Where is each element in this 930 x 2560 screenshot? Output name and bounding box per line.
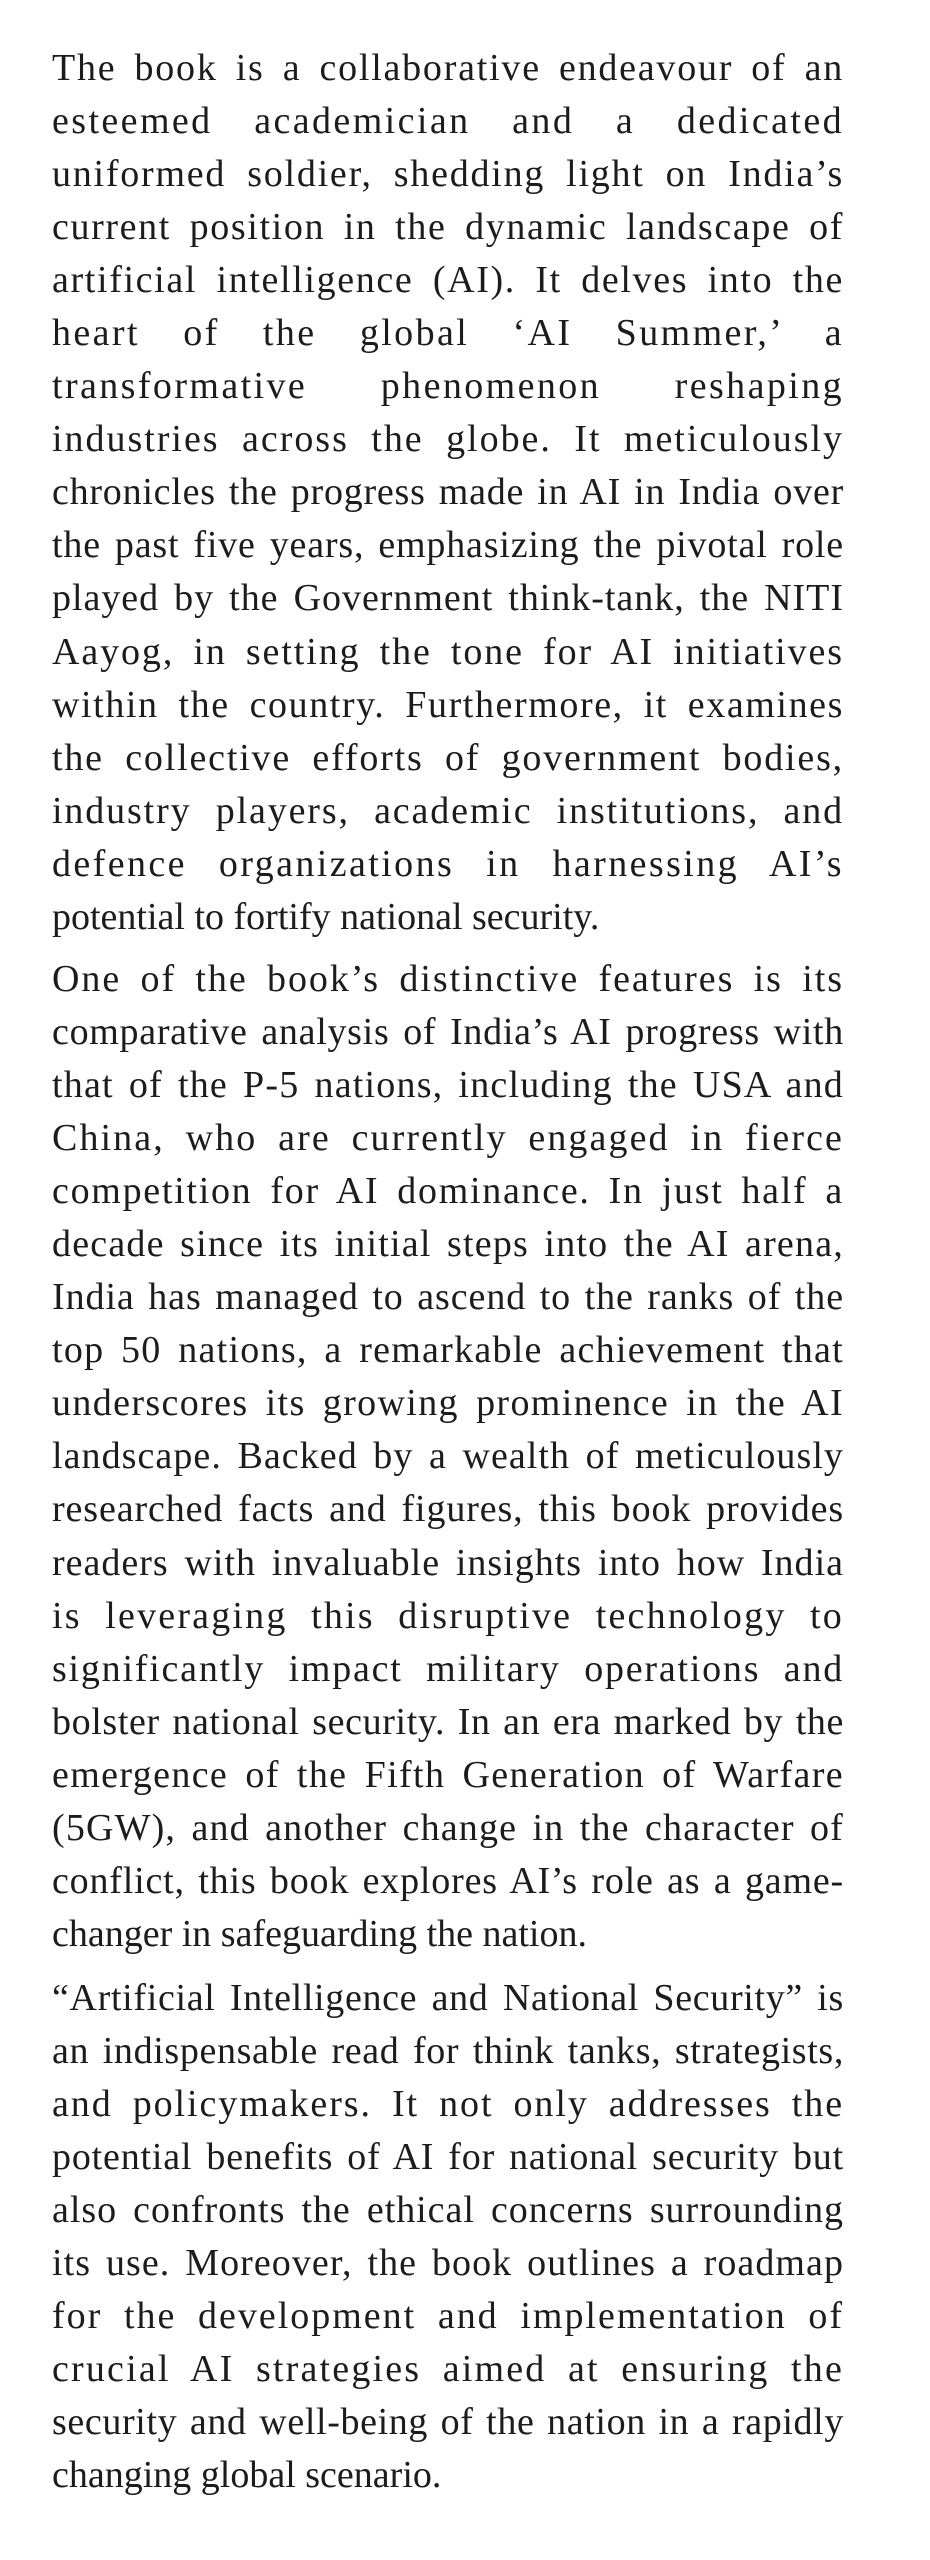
text-line: landscape. Backed by a wealth of meticulously (52, 1435, 844, 1478)
text-line: emergence of the Fifth Generation of Warfare (52, 1753, 844, 1796)
text-line: the collective efforts of government bodies, (52, 736, 844, 779)
text-line: esteemed academician and a dedicated (52, 99, 844, 142)
text-line: defence organizations in harnessing AI’s (52, 842, 844, 885)
paragraph-comparative-analysis (52, 953, 844, 1962)
text-line: “Artificial Intelligence and National Security” is (52, 1976, 844, 2019)
text-line: One of the book’s distinctive features is its (52, 957, 844, 1000)
text-line: security and well-being of the nation in a rapidly (52, 2401, 844, 2444)
text-line: artificial intelligence (AI). It delves into the (52, 258, 844, 301)
text-line: current position in the dynamic landscape of (52, 205, 844, 248)
text-line: decade since its initial steps into the AI arena, (52, 1222, 844, 1265)
text-line: comparative analysis of India’s AI progress with (52, 1010, 844, 1053)
text-line: industries across the globe. It meticulously (52, 418, 844, 461)
text-line: The book is a collaborative endeavour of an (52, 46, 844, 89)
text-line: potential benefits of AI for national security but (52, 2135, 844, 2178)
text-line: changing global scenario. (52, 2454, 442, 2497)
text-line: that of the P-5 nations, including the USA and (52, 1063, 844, 1106)
text-line: is leveraging this disruptive technology to (52, 1594, 844, 1637)
paragraph-introduction (52, 42, 844, 945)
text-line: India has managed to ascend to the ranks of the (52, 1276, 844, 1319)
text-line: and policymakers. It not only addresses the (52, 2082, 844, 2125)
paragraph-conclusion (52, 1972, 844, 2503)
text-line: conflict, this book explores AI’s role as a game- (52, 1860, 844, 1903)
text-line: played by the Government think-tank, the NITI (52, 577, 844, 620)
text-line: its use. Moreover, the book outlines a roadmap (52, 2241, 844, 2284)
text-line: chronicles the progress made in AI in India over (52, 471, 844, 514)
text-line: (5GW), and another change in the character of (52, 1807, 844, 1849)
text-line: Aayog, in setting the tone for AI initiatives (52, 630, 844, 673)
text-line: within the country. Furthermore, it examines (52, 683, 844, 726)
text-line: also confronts the ethical concerns surrounding (52, 2188, 844, 2231)
text-line: heart of the global ‘AI Summer,’ a (52, 311, 844, 354)
text-line: industry players, academic institutions, and (52, 789, 844, 832)
text-line: significantly impact military operations and (52, 1647, 844, 1690)
text-line: crucial AI strategies aimed at ensuring the (52, 2348, 844, 2391)
text-line: competition for AI dominance. In just half a (52, 1169, 844, 1212)
text-line: transformative phenomenon reshaping (52, 365, 844, 408)
text-line: top 50 nations, a remarkable achievement that (52, 1329, 844, 1372)
text-line: readers with invaluable insights into how India (52, 1541, 844, 1584)
text-line: bolster national security. In an era marked by the (52, 1700, 844, 1743)
text-line: changer in safeguarding the nation. (52, 1913, 587, 1956)
text-line: uniformed soldier, shedding light on India’s (52, 152, 844, 195)
text-line: an indispensable read for think tanks, strategists, (52, 2029, 844, 2072)
text-line: potential to fortify national security. (52, 896, 600, 938)
text-line: for the development and implementation of (52, 2295, 844, 2338)
text-line: the past five years, emphasizing the pivotal role (52, 524, 844, 567)
text-line: researched facts and figures, this book provides (52, 1488, 844, 1531)
text-line: China, who are currently engaged in fierce (52, 1116, 844, 1159)
text-line: underscores its growing prominence in the AI (52, 1382, 844, 1425)
